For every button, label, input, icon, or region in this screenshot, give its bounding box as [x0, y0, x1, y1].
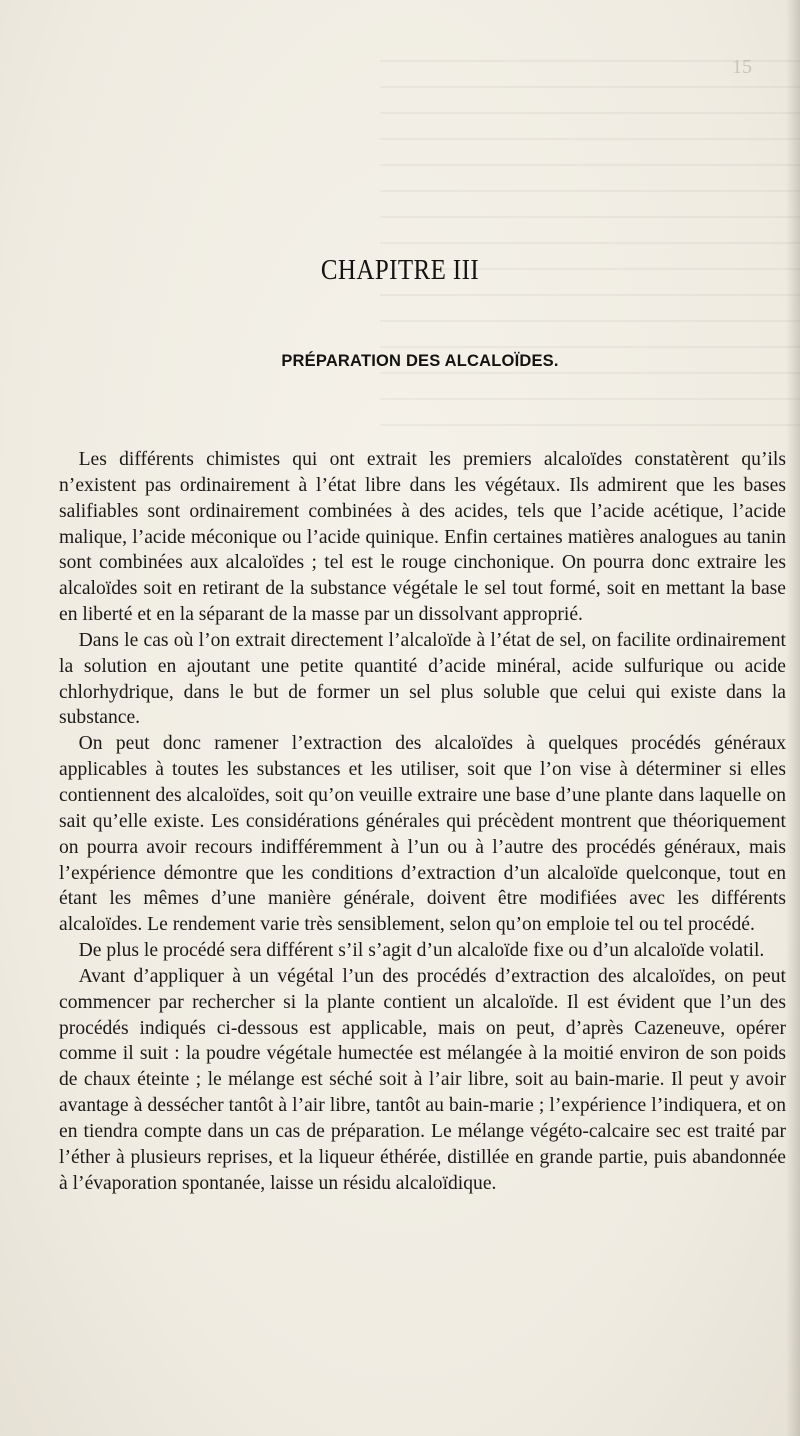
bleed-through-text: [380, 60, 800, 440]
section-heading: PRÉPARATION DES ALCALOÏDES.: [281, 352, 559, 370]
paragraph: Avant d’appliquer à un végétal l’un des procédés d’extraction des alcaloïdes, on peut commencer par rechercher si la plante contient un alcaloïde. Il est évident que l’un des procédés indiqués ci-dessous est applicable, mais on peut, d’après Cazeneuve, opérer comme il suit : la poudre végétale humectée est mélangée à la moitié environ de son poids de chaux éteinte ; le mélange est séché soit à l’air libre, soit au bain-marie. Il peut y avoir avantage à dessécher tantôt à l’air libre, tantôt au bain-marie ; l’expérience l’indiquera, et on en tiendra compte dans un cas de préparation. Le mélange végéto-calcaire sec est traité par l’éther à plusieurs reprises, et la liqueur éthérée, distillée en grande partie, puis abandonnée à l’évaporation spontanée, laisse un résidu alcaloïdique.: [59, 965, 786, 1194]
page-edge-shadow: [786, 0, 800, 1436]
paragraph: De plus le procédé sera différent s’il s’agit d’un alcaloïde fixe ou d’un alcaloïde volatil.: [59, 940, 765, 962]
chapter-title: CHAPITRE III: [320, 254, 480, 286]
paragraph: On peut donc ramener l’extraction des alcaloïdes à quelques procédés généraux applicables à toutes les substances et les utiliser, soit que l’on vise à déterminer si elles contiennent des alcaloïdes, soit qu’on veuille extraire une base d’une plante dans laquelle on sait qu’elle existe. Les considérations générales qui précèdent montrent que théoriquement on pourra avoir recours indifféremment à l’un ou à l’autre des procédés généraux, mais l’expérience démontre que les conditions d’extraction d’un alcaloïde quelconque, tout en étant les mêmes d’une manière générale, doivent être modifiées avec les différents alcaloïdes. Le rendement varie très sensiblement, selon qu’on emploie tel ou tel procédé.: [59, 733, 786, 936]
body-text: [59, 447, 786, 1196]
paragraph: Dans le cas où l’on extrait directement l’alcaloïde à l’état de sel, on facilite ordinairement la solution en ajoutant une petite quantité d’acide minéral, acide sulfurique ou acide chlorhydrique, dans le but de former un sel plus soluble que celui qui existe dans la substance.: [59, 629, 786, 729]
page-number: 15: [732, 56, 752, 78]
paragraph: Les différents chimistes qui ont extrait les premiers alcaloïdes constatèrent qu’ils n’existent pas ordinairement à l’état libre dans les végétaux. Ils admirent que les bases salifiables sont ordinairement combinées à des acides, tels que l’acide acétique, l’acide malique, l’acide méconique ou l’acide quinique. Enfin certaines matières analogues au tanin sont combinées aux alcaloïdes ; tel est le rouge cinchonique. On pourra donc extraire les alcaloïdes soit en retirant de la substance végétale le sel tout formé, soit en mettant la base en liberté et en la séparant de la masse par un dissolvant approprié.: [59, 449, 786, 626]
